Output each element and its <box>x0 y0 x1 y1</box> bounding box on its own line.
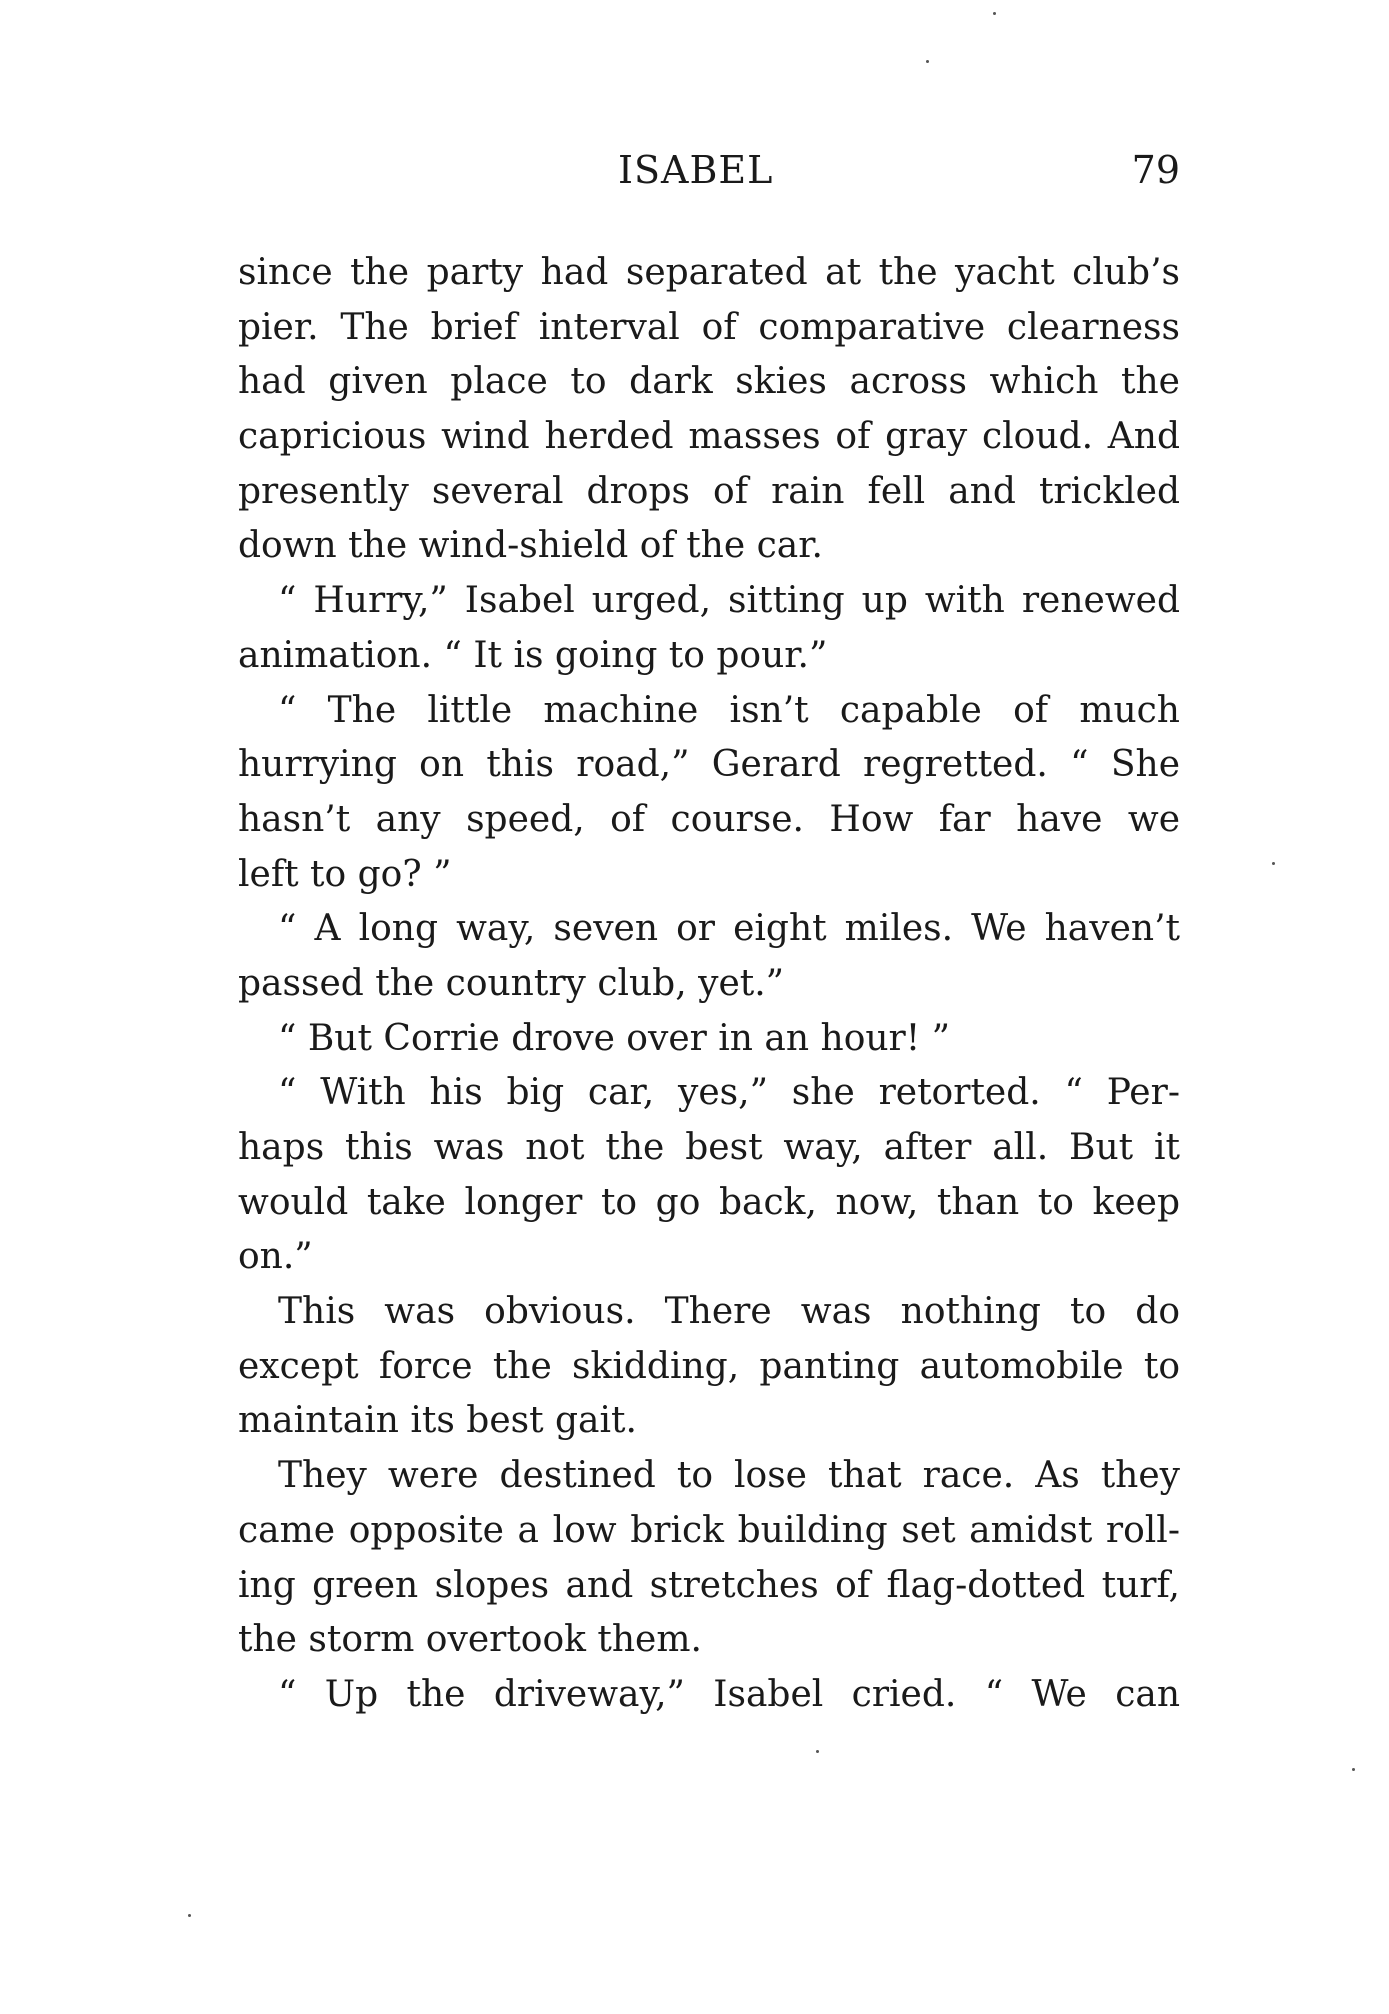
text-line: passed the country club, yet.” <box>238 962 785 1004</box>
text-line: had given place to dark skies across which the <box>238 361 1180 403</box>
text-line: the storm overtook them. <box>238 1619 702 1661</box>
paper-speck <box>1352 1768 1355 1771</box>
paper-speck <box>993 12 996 15</box>
text-line: on.” <box>238 1236 313 1278</box>
paper-speck <box>1272 862 1275 865</box>
text-line: pier. The brief interval of comparative clearness <box>238 306 1180 348</box>
text-line: animation. “ It is going to pour.” <box>238 634 828 676</box>
text-line: came opposite a low brick building set amidst roll- <box>238 1509 1180 1551</box>
text-line: hurrying on this road,” Gerard regretted. “ She <box>238 744 1180 786</box>
text-line: “ Hurry,” Isabel urged, sitting up with renewed <box>278 580 1180 622</box>
paper-speck <box>926 60 929 63</box>
text-line: since the party had separated at the yacht club’s <box>238 252 1180 293</box>
paper-speck <box>816 1750 819 1753</box>
text-line: This was obvious. There was nothing to do <box>278 1291 1180 1333</box>
running-title: ISABEL <box>618 148 774 192</box>
text-line: ing green slopes and stretches of flag-dotted turf, <box>238 1564 1180 1606</box>
text-line: haps this was not the best way, after all. But it <box>238 1127 1180 1168</box>
body-text <box>238 246 1180 1723</box>
text-line: would take longer to go back, now, than to keep <box>238 1181 1180 1223</box>
text-line: “ A long way, seven or eight miles. We haven’t <box>278 908 1180 950</box>
page-number: 79 <box>1131 148 1180 192</box>
text-line: maintain its best gait. <box>238 1400 637 1442</box>
text-line: except force the skidding, panting automobile to <box>238 1345 1180 1387</box>
text-line: presently several drops of rain fell and trickled <box>238 470 1180 512</box>
text-line: They were destined to lose that race. As they <box>278 1455 1180 1497</box>
text-line: “ Up the driveway,” Isabel cried. “ We can <box>278 1673 1180 1715</box>
text-line: capricious wind herded masses of gray cloud. And <box>238 416 1180 458</box>
text-line: “ The little machine isn’t capable of much <box>278 689 1180 731</box>
text-line: hasn’t any speed, of course. How far have we <box>238 798 1180 840</box>
text-line: down the wind-shield of the car. <box>238 525 823 567</box>
text-line: left to go? ” <box>238 853 452 895</box>
page-header <box>238 148 1180 208</box>
paper-speck <box>188 1914 191 1917</box>
text-line: “ But Corrie drove over in an hour! ” <box>278 1017 951 1059</box>
text-line: “ With his big car, yes,” she retorted. “ Per- <box>278 1072 1180 1114</box>
